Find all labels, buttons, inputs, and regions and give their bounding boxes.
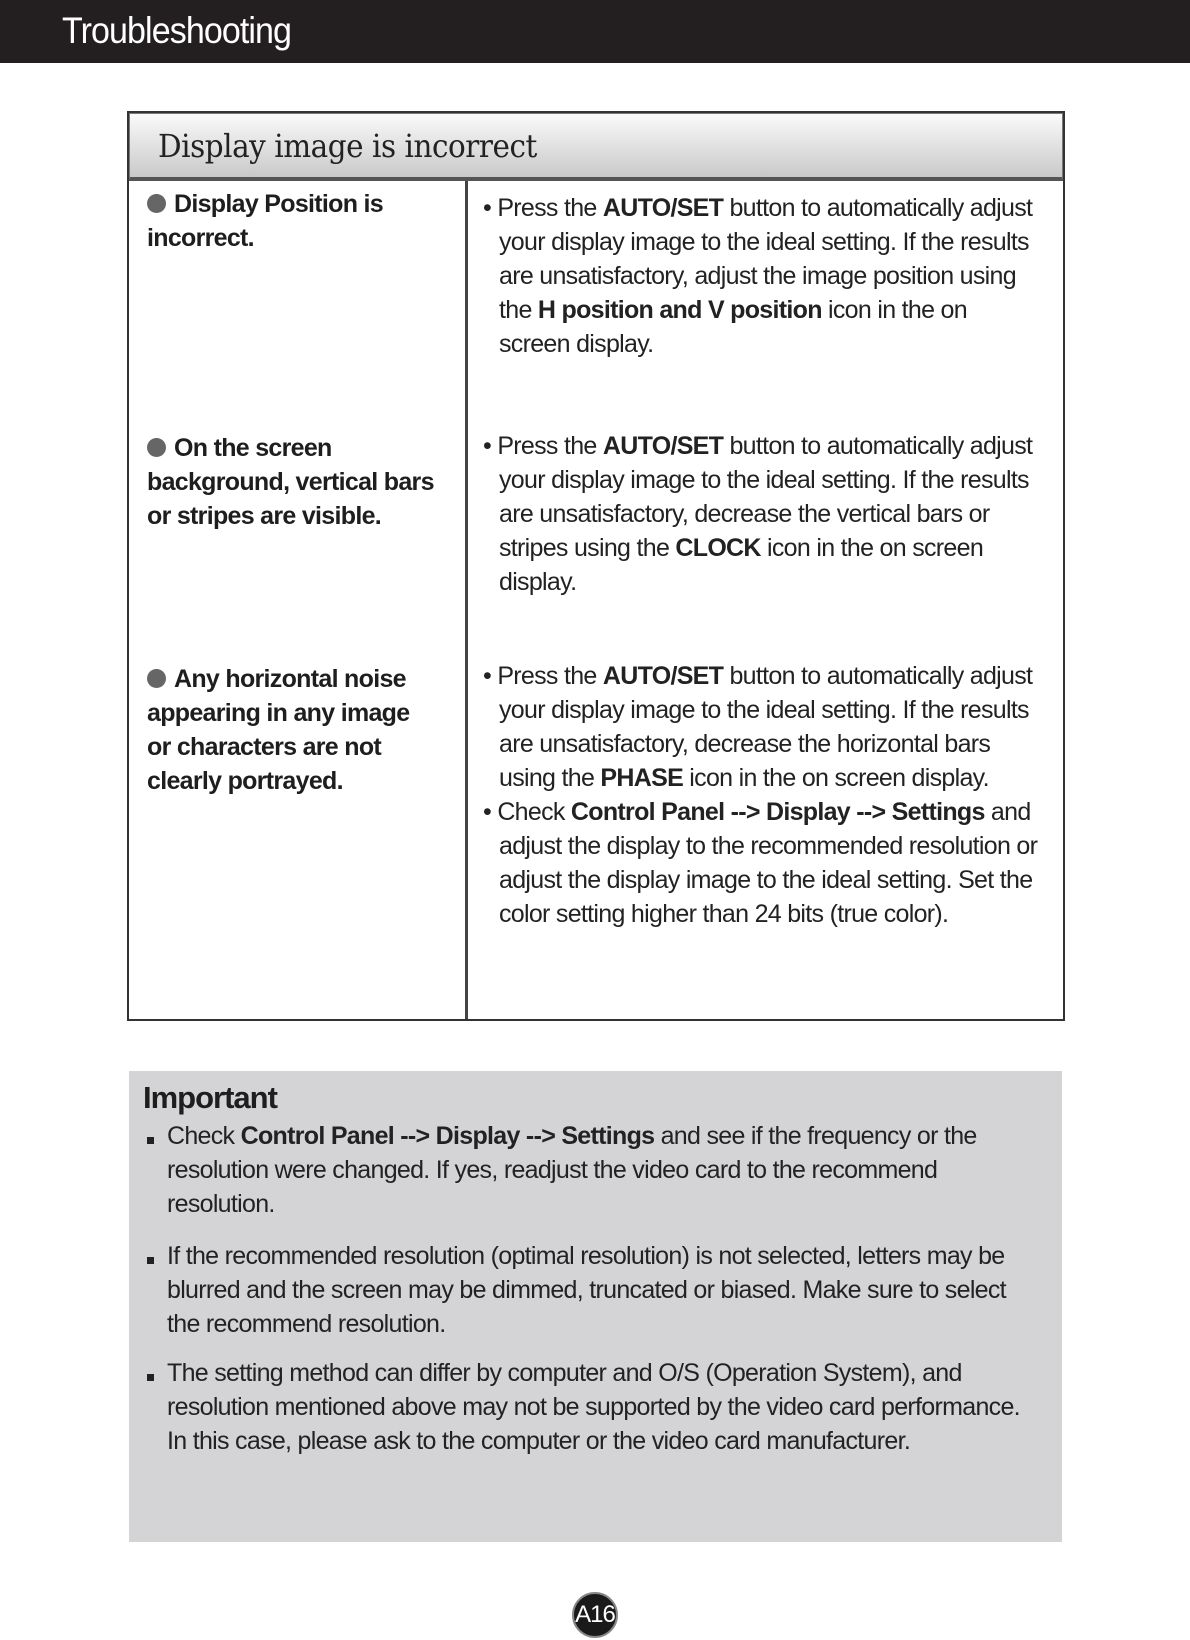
important-item-2 (145, 1239, 1027, 1341)
problem-1 (147, 187, 447, 255)
problem-2 (147, 431, 437, 533)
bold-text: Control Panel --> Display --> Settings (240, 1122, 655, 1150)
text-segment: icon in the on screen display. (499, 296, 967, 358)
page-header (0, 0, 1190, 63)
text-segment: Check (497, 798, 571, 826)
table-title: Display image is incorrect (158, 127, 537, 165)
troubleshooting-table (127, 111, 1065, 1021)
important-box (129, 1071, 1062, 1542)
solution-3 (483, 659, 1043, 931)
solution-paragraph (483, 429, 1043, 599)
solution-2 (483, 429, 1043, 599)
bullet-icon: • (483, 662, 498, 690)
table-header (129, 113, 1063, 181)
bold-text: AUTO/SET (602, 432, 724, 460)
important-item-1 (145, 1119, 1027, 1221)
bullet-icon: • (483, 194, 498, 222)
text-segment: Check (167, 1122, 241, 1150)
solution-paragraph (483, 191, 1043, 361)
bullet-icon: • (483, 432, 498, 460)
page-number: A16 (572, 1592, 618, 1638)
column-divider (465, 181, 468, 1019)
bullet-icon (147, 669, 166, 688)
text-segment: The setting method can differ by computer and O/S (Operation System), and resolution mentioned above may not be supported by the video card performance. In this case, please ask to the computer or the video card manufacturer. (167, 1359, 1020, 1455)
square-bullet-icon (147, 1374, 154, 1381)
bold-text: CLOCK (675, 534, 761, 562)
square-bullet-icon (147, 1137, 154, 1144)
solution-paragraph (483, 659, 1043, 795)
problem-text: Display Position is incorrect. (147, 190, 383, 252)
square-bullet-icon (147, 1257, 154, 1264)
text-segment: and see if the frequency or the resolution were changed. If yes, readjust the video card to the recommend resolution. (167, 1122, 977, 1218)
bold-text: PHASE (600, 764, 684, 792)
text-segment: Press the (497, 662, 603, 690)
solution-paragraph (483, 795, 1043, 931)
solution-1 (483, 191, 1043, 361)
bold-text: AUTO/SET (602, 662, 724, 690)
section-title: Troubleshooting (62, 10, 292, 51)
text-segment: If the recommended resolution (optimal resolution) is not selected, letters may be blurred and the screen may be dimmed, truncated or biased. Make sure to select the recommend resolution. (167, 1242, 1006, 1338)
problem-text: Any horizontal noise appearing in any image or characters are not clearly portrayed. (147, 665, 410, 795)
bold-text: H position and V position (537, 296, 822, 324)
text-segment: icon in the on screen display. (499, 534, 984, 596)
important-item-3 (145, 1356, 1027, 1458)
important-title: Important (143, 1080, 277, 1115)
bold-text: AUTO/SET (602, 194, 724, 222)
bullet-icon: • (483, 798, 498, 826)
text-segment: button to automatically adjust your display image to the ideal setting. If the results are unsatisfactory, adjust the image position using the (499, 194, 1033, 324)
text-segment: button to automatically adjust your display image to the ideal setting. If the results are unsatisfactory, decrease the vertical bars or stripes using the (499, 432, 1033, 562)
problem-3 (147, 662, 432, 798)
text-segment: icon in the on screen display. (683, 764, 989, 792)
text-segment: button to automatically adjust your display image to the ideal setting. If the results are unsatisfactory, decrease the horizontal bars using the (499, 662, 1033, 792)
bold-text: Control Panel --> Display --> Settings (570, 798, 985, 826)
problem-text: On the screen background, vertical bars or stripes are visible. (147, 434, 434, 530)
text-segment: Press the (497, 194, 603, 222)
bullet-icon (147, 194, 166, 213)
text-segment: and adjust the display to the recommended resolution or adjust the display image to the ideal setting. Set the color setting higher than 24 bits (true color). (499, 798, 1038, 928)
bullet-icon (147, 438, 166, 457)
text-segment: Press the (497, 432, 603, 460)
